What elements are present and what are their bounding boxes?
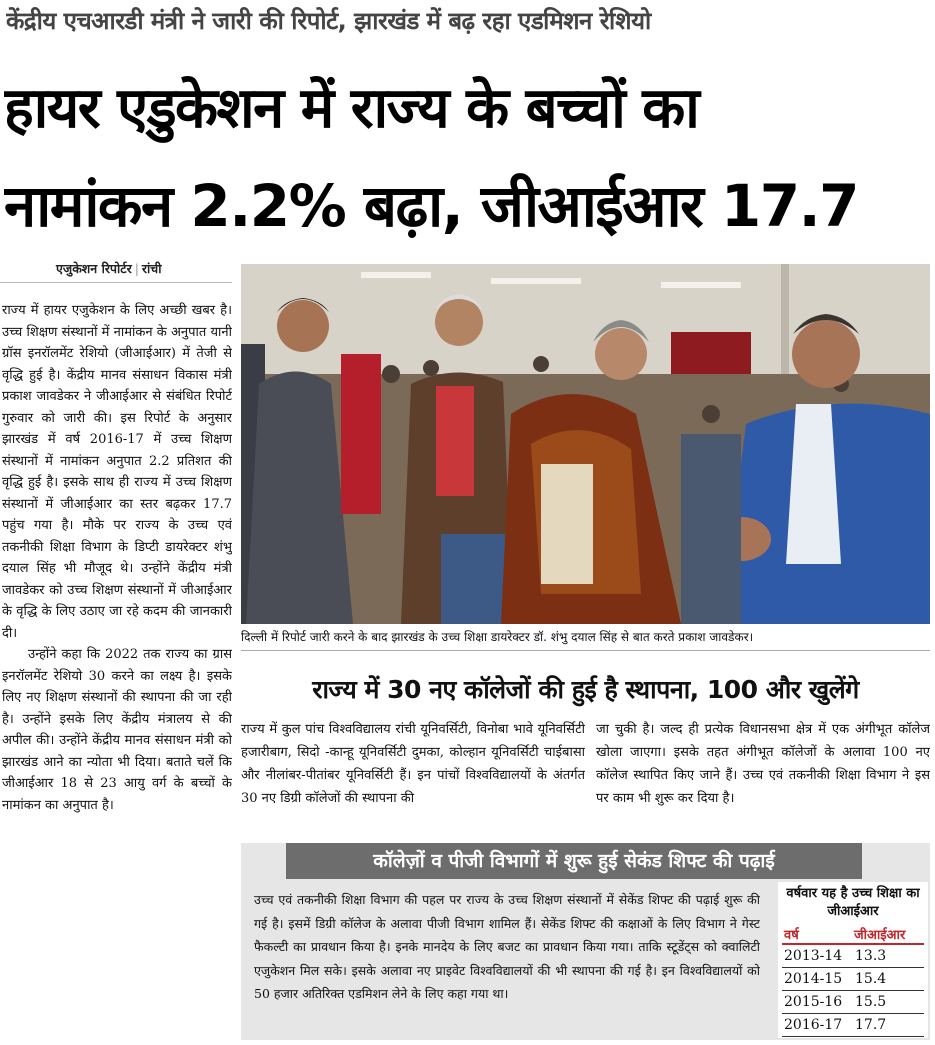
gir-header-year: वर्ष bbox=[784, 928, 799, 943]
table-row bbox=[782, 968, 924, 991]
gir-year: 2015-16 bbox=[784, 994, 843, 1010]
gir-year: 2016-17 bbox=[784, 1017, 843, 1033]
byline-author: एजुकेशन रिपोर्टर bbox=[56, 261, 132, 276]
left-paragraph-1: राज्य में हायर एजुकेशन के लिए अच्छी खबर है। उच्च शिक्षण संस्थानों में नामांकन के अनुपात यानी ग्रॉस इनरॉलमेंट रेशियो (जीआईआर) में तेजी से वृद्धि हुई है। केंद्रीय मानव संसाधन विकास मंत्री प्रकाश जावडेकर ने जीआईआर से संबंधित रिपोर्ट गुरुवार को जारी की। इस रिपोर्ट के अनुसार झारखंड में वर्ष 2016-17 में उच्च शिक्षण संस्थानों में नामांकन अनुपात 2.2 प्रतिशत की वृद्धि हुई है। इसके साथ ही राज्य में उच्च शिक्षण संस्थानों में जीआईआर का स्तर बढ़कर 17.7 पहुंच गया है। मौके पर राज्य के उच्च एवं तकनीकी शिक्षा विभाग के डिप्टी डायरेक्टर शंभु दयाल सिंह भी मौजूद थे। उन्होंने केंद्रीय मंत्री जावडेकर को उच्च शिक्षण संस्थानों में जीआईआर के वृद्धि के लिए उठाए जा रहे कदम की जानकारी दी। bbox=[2, 303, 232, 641]
table-row bbox=[782, 991, 924, 1014]
gir-value: 13.3 bbox=[855, 948, 887, 964]
gir-table-header bbox=[782, 925, 924, 945]
second-shift-text: उच्च एवं तकनीकी शिक्षा विभाग की पहल पर राज्य के उच्च शिक्षण संस्थानों में सेकेंड शिफ्ट की पढ़ाई शुरू की गई है। इसमें डिग्री कॉलेज के अलावा पीजी विभाग शामिल हैं। सेकेंड शिफ्ट की कक्षाओं के लिए विभाग ने गेस्ट फैकल्टी का प्रावधान किया है। इनके मानदेय के लिए बजट का प्रावधान किया गया। ताकि स्टूडेंट्स को क्वालिटी एजुकेशन मिल सके। इसके अलावा नए प्राइवेट विश्वविद्यालयों की भी स्थापना की गई है। इन विश्वविद्यालयों को 50 हजार अतिरिक्त एडमिशन लेने के लिए कहा गया था। bbox=[254, 892, 760, 1002]
photo-caption: दिल्ली में रिपोर्ट जारी करने के बाद झारखंड के उच्च शिक्षा डायरेक्टर डॉ. शंभु दयाल सिंह से बात करते प्रकाश जावडेकर। bbox=[241, 630, 754, 644]
left-column-article bbox=[2, 300, 232, 1040]
gir-year: 2014-15 bbox=[784, 971, 843, 987]
gir-table bbox=[778, 882, 928, 1038]
left-paragraph-2: उन्होंने कहा कि 2022 तक राज्य का ग्रास इनरॉलमेंट रेशियो 30 करने का लक्ष्य है। इसके लिए नए शिक्षण संस्थानों की स्थापना की जा रही है। उन्होंने इसके लिए केंद्रीय मंत्रालय से की अपील की। उन्होंने केंद्रीय मानव संसाधन मंत्री को झारखंड आने का न्योता भी दिया। बताते चलें कि जीआईआर 18 से 23 आयु वर्ग के बच्चों के नामांकन का अनुपात है। bbox=[2, 647, 232, 813]
kicker-headline: केंद्रीय एचआरडी मंत्री ने जारी की रिपोर्ट, झारखंड में बढ़ रहा एडमिशन रेशियो bbox=[6, 7, 651, 35]
headline-line-2: नामांकन 2.2% बढ़ा, जीआईआर 17.7 bbox=[4, 172, 859, 240]
byline-separator: | bbox=[134, 261, 139, 276]
right-column-text: जा चुकी है। जल्द ही प्रत्येक विधानसभा क्षेत्र में एक अंगीभूत कॉलेज खोला जाएगा। इसके तहत अंगीभूत कॉलेजों के अलावा 100 नए कॉलेज स्थापित किए जाने हैं। उच्च एवं तकनीकी शिक्षा विभाग ने इस पर काम भी शुरू कर दिया है। bbox=[596, 722, 930, 806]
gir-value: 17.7 bbox=[855, 1017, 887, 1033]
headline-line-1: हायर एडुकेशन में राज्य के बच्चों का bbox=[4, 76, 699, 141]
gir-value: 15.4 bbox=[855, 971, 887, 987]
mid-column-text: राज्य में कुल पांच विश्वविद्यालय रांची यूनिवर्सिटी, विनोबा भावे यूनिवर्सिटी हजारीबाग, सिदो -कान्हू यूनिवर्सिटी दुमका, कोल्हान यूनिवर्सिटी चाईबासा और नीलांबर-पीतांबर यूनिवर्सिटी हैं। इन पांचों विश्वविद्यालयों के अंतर्गत 30 नए डिग्री कॉलेजों की स्थापना की bbox=[241, 722, 585, 806]
second-shift-banner: कॉलेज़ों व पीजी विभागों में शुरू हुई सेकंड शिफ्ट की पढ़ाई bbox=[286, 843, 862, 879]
table-row bbox=[782, 1014, 924, 1037]
byline bbox=[56, 260, 161, 277]
byline-divider bbox=[0, 282, 232, 283]
gir-year: 2013-14 bbox=[784, 948, 843, 964]
gir-table-title: वर्षवार यह है उच्च शिक्षा का जीआईआर bbox=[786, 886, 920, 919]
subheadline: राज्य में 30 नए कॉलेजों की हुई है स्थापना, 100 और खुलेंगे bbox=[312, 675, 859, 704]
news-photo bbox=[241, 264, 930, 624]
gir-value: 15.5 bbox=[855, 994, 887, 1010]
byline-city: रांची bbox=[141, 261, 162, 276]
caption-divider bbox=[241, 650, 930, 651]
gir-header-value: जीआईआर bbox=[854, 928, 906, 943]
table-row bbox=[782, 945, 924, 968]
